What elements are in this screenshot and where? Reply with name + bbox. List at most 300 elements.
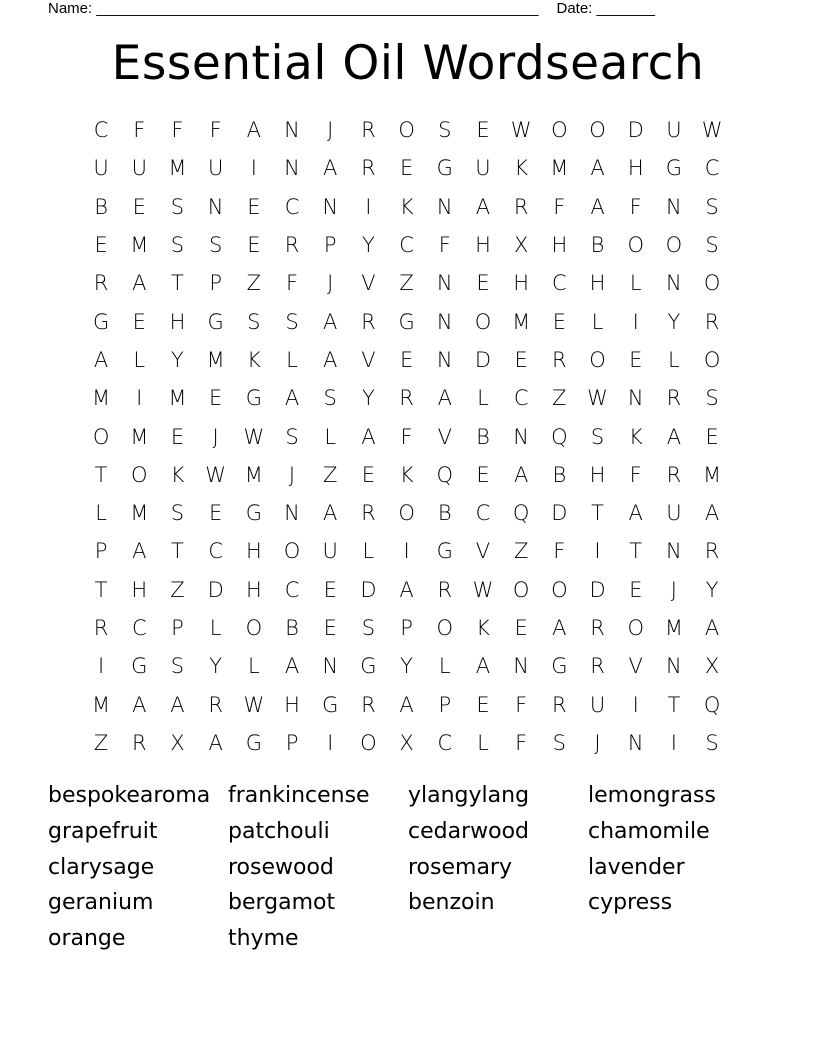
- grid-letter: O: [131, 462, 148, 487]
- grid-letter: L: [286, 347, 298, 372]
- grid-letter: H: [589, 271, 606, 296]
- grid-letter: M: [664, 616, 683, 640]
- grid-letter: L: [133, 347, 146, 372]
- grid-letter: O: [436, 616, 454, 640]
- grid-letter: E: [361, 462, 376, 487]
- grid-letter: G: [360, 654, 377, 679]
- grid-letter: D: [360, 577, 377, 602]
- grid-letter: J: [288, 462, 296, 487]
- grid-letter: E: [514, 616, 528, 640]
- grid-letter: W: [701, 118, 723, 143]
- grid-letter: F: [133, 118, 146, 143]
- grid-letter: F: [629, 462, 642, 487]
- grid-letter: D: [474, 347, 492, 372]
- grid-letter: L: [438, 654, 451, 679]
- grid-letter: A: [284, 654, 300, 679]
- grid-letter: R: [437, 577, 453, 602]
- grid-letter: P: [285, 730, 299, 755]
- grid-letter: A: [361, 424, 376, 449]
- grid-letter: Y: [705, 577, 719, 602]
- grid-letter: M: [92, 386, 111, 411]
- grid-letter: R: [361, 501, 376, 526]
- grid-letter: N: [322, 194, 339, 219]
- grid-letter: R: [93, 616, 109, 640]
- grid-letter: M: [703, 462, 722, 487]
- grid-letter: C: [208, 539, 223, 564]
- grid-letter: F: [438, 233, 451, 258]
- grid-letter: U: [666, 501, 682, 526]
- grid-letter: F: [629, 194, 642, 219]
- grid-letter: A: [323, 156, 338, 181]
- grid-letter: W: [587, 386, 608, 411]
- grid-letter: Z: [323, 462, 338, 487]
- grid-letter: S: [285, 309, 299, 334]
- letter-grid: [82, 111, 732, 762]
- grid-letter: Z: [552, 386, 567, 411]
- grid-letter: M: [512, 309, 531, 334]
- header-fields: [48, 0, 748, 20]
- grid-letter: A: [132, 539, 147, 564]
- grid-letter: G: [665, 156, 683, 181]
- grid-letter: F: [515, 692, 528, 717]
- grid-letter: Y: [400, 654, 413, 679]
- word-list-item: grapefruit: [48, 818, 158, 844]
- grid-letter: N: [666, 539, 682, 564]
- grid-letter: S: [590, 424, 605, 449]
- grid-letter: V: [475, 539, 491, 564]
- grid-letter: A: [704, 616, 720, 640]
- grid-letter: R: [284, 233, 300, 258]
- grid-letter: N: [436, 347, 453, 372]
- grid-letter: A: [246, 118, 262, 143]
- grid-letter: V: [361, 347, 376, 372]
- grid-letter: N: [436, 194, 453, 219]
- grid-letter: S: [323, 386, 337, 411]
- grid-letter: S: [552, 730, 567, 755]
- grid-letter: S: [170, 194, 185, 219]
- word-list-item: clarysage: [48, 854, 155, 880]
- grid-letter: E: [476, 462, 490, 487]
- grid-letter: Z: [170, 577, 185, 602]
- name-label: Name:: [48, 0, 93, 17]
- grid-letter: E: [552, 309, 566, 334]
- grid-letter: R: [590, 654, 605, 679]
- word-list-item: rosewood: [228, 854, 334, 880]
- word-list-item: chamomile: [588, 818, 710, 844]
- grid-letter: K: [399, 462, 414, 487]
- word-list-item: cedarwood: [408, 818, 529, 844]
- grid-letter: G: [322, 692, 339, 717]
- grid-letter: F: [285, 271, 299, 296]
- grid-letter: G: [131, 654, 148, 679]
- grid-letter: U: [93, 156, 109, 181]
- grid-letter: N: [666, 194, 682, 219]
- grid-letter: H: [589, 462, 606, 487]
- grid-letter: R: [704, 309, 720, 334]
- date-field-blank: _______: [592, 0, 655, 17]
- grid-letter: U: [666, 118, 682, 143]
- grid-letter: E: [323, 577, 337, 602]
- word-list-item: lavender: [588, 854, 685, 880]
- grid-letter: S: [285, 424, 299, 449]
- grid-letter: O: [703, 347, 721, 372]
- grid-letter: D: [627, 118, 644, 143]
- grid-letter: T: [94, 577, 108, 602]
- grid-letter: R: [208, 692, 223, 717]
- grid-letter: Y: [361, 386, 375, 411]
- grid-letter: S: [361, 616, 376, 640]
- grid-letter: E: [170, 424, 185, 449]
- grid-letter: E: [247, 194, 261, 219]
- page-title: Essential Oil Wordsearch: [111, 36, 705, 91]
- grid-letter: L: [209, 616, 222, 640]
- grid-letter: O: [92, 424, 110, 449]
- grid-letter: V: [628, 654, 643, 679]
- grid-letter: B: [552, 462, 567, 487]
- word-list-item: orange: [48, 926, 126, 952]
- grid-letter: L: [362, 539, 375, 564]
- word-list-item: patchouli: [228, 818, 330, 844]
- grid-letter: R: [666, 386, 682, 411]
- grid-letter: B: [590, 233, 605, 258]
- grid-letter: Y: [209, 654, 223, 679]
- grid-letter: N: [666, 271, 682, 296]
- grid-letter: Q: [703, 692, 721, 717]
- grid-letter: C: [284, 194, 300, 219]
- grid-letter: O: [283, 539, 301, 564]
- grid-letter: A: [399, 577, 414, 602]
- grid-letter: M: [550, 156, 569, 181]
- word-list-item: bergamot: [228, 890, 336, 916]
- grid-letter: A: [590, 194, 605, 219]
- grid-letter: V: [437, 424, 452, 449]
- grid-letter: O: [703, 271, 721, 296]
- grid-letter: X: [513, 233, 529, 258]
- grid-letter: O: [551, 118, 568, 143]
- grid-letter: N: [627, 730, 644, 755]
- grid-letter: F: [171, 118, 184, 143]
- word-list-item: benzoin: [408, 890, 495, 916]
- grid-letter: P: [209, 271, 222, 296]
- grid-letter: S: [705, 194, 719, 219]
- grid-letter: K: [246, 347, 261, 372]
- grid-letter: A: [93, 347, 109, 372]
- grid-letter: A: [704, 501, 720, 526]
- grid-letter: K: [399, 194, 414, 219]
- grid-letter: H: [513, 271, 530, 296]
- grid-letter: R: [704, 539, 720, 564]
- grid-letter: T: [94, 462, 108, 487]
- grid-letter: E: [514, 347, 528, 372]
- grid-letter: O: [474, 309, 492, 334]
- grid-letter: A: [628, 501, 643, 526]
- grid-letter: E: [247, 233, 261, 258]
- grid-letter: A: [666, 424, 682, 449]
- grid-letter: B: [476, 424, 490, 449]
- grid-letter: H: [169, 309, 186, 334]
- grid-letter: G: [245, 730, 262, 755]
- grid-letter: S: [170, 501, 185, 526]
- grid-letter: G: [92, 309, 110, 334]
- grid-letter: N: [284, 501, 300, 526]
- grid-letter: N: [513, 424, 530, 449]
- grid-letter: F: [209, 118, 222, 143]
- grid-letter: P: [171, 616, 184, 640]
- grid-letter: W: [205, 462, 227, 487]
- grid-letter: G: [436, 539, 453, 564]
- grid-letter: E: [399, 347, 414, 372]
- grid-letter: R: [399, 386, 414, 411]
- grid-letter: N: [513, 654, 530, 679]
- grid-letter: C: [552, 271, 567, 296]
- grid-letter: C: [93, 118, 109, 143]
- grid-letter: L: [477, 386, 489, 411]
- grid-letter: Y: [361, 233, 375, 258]
- word-list-item: ylangylang: [408, 783, 530, 808]
- grid-letter: A: [513, 462, 529, 487]
- grid-letter: A: [284, 386, 300, 411]
- grid-letter: A: [132, 692, 147, 717]
- grid-letter: R: [361, 118, 376, 143]
- grid-letter: H: [551, 233, 568, 258]
- grid-letter: E: [629, 347, 643, 372]
- grid-letter: M: [206, 347, 225, 372]
- grid-letter: V: [361, 271, 376, 296]
- grid-letter: N: [436, 309, 453, 334]
- grid-letter: S: [170, 233, 185, 258]
- grid-letter: N: [627, 386, 644, 411]
- grid-letter: S: [705, 730, 719, 755]
- grid-letter: I: [97, 654, 105, 679]
- grid-letter: Z: [513, 539, 529, 564]
- grid-letter: I: [327, 730, 334, 755]
- grid-letter: R: [361, 692, 376, 717]
- grid-letter: R: [666, 462, 682, 487]
- grid-letter: J: [670, 577, 677, 602]
- grid-letter: M: [168, 156, 187, 181]
- grid-letter: O: [360, 730, 377, 755]
- grid-letter: O: [665, 233, 683, 258]
- grid-letter: E: [209, 386, 223, 411]
- grid-letter: Z: [93, 730, 109, 755]
- grid-letter: O: [589, 118, 606, 143]
- name-field-blank: _____________________________________________________: [92, 0, 539, 17]
- grid-letter: U: [131, 156, 147, 181]
- grid-letter: A: [323, 309, 338, 334]
- grid-letter: F: [553, 539, 566, 564]
- grid-letter: C: [513, 386, 529, 411]
- grid-letter: O: [551, 577, 568, 602]
- grid-letter: O: [589, 347, 606, 372]
- grid-letter: E: [705, 424, 719, 449]
- grid-letter: P: [438, 692, 452, 717]
- grid-letter: L: [668, 347, 680, 372]
- grid-letter: B: [94, 194, 108, 219]
- grid-letter: Q: [551, 424, 568, 449]
- grid-letter: L: [95, 501, 107, 526]
- grid-letter: Z: [246, 271, 262, 296]
- grid-letter: R: [131, 730, 147, 755]
- grid-letter: G: [436, 156, 453, 181]
- grid-letter: R: [361, 156, 376, 181]
- grid-letter: S: [170, 654, 185, 679]
- grid-letter: S: [705, 233, 719, 258]
- grid-letter: U: [589, 692, 606, 717]
- grid-letter: C: [399, 233, 414, 258]
- grid-letter: S: [247, 309, 261, 334]
- grid-letter: R: [361, 309, 376, 334]
- grid-letter: K: [476, 616, 490, 640]
- grid-letter: O: [512, 577, 530, 602]
- grid-letter: E: [94, 233, 108, 258]
- grid-letter: Q: [512, 501, 530, 526]
- grid-letter: A: [323, 501, 338, 526]
- grid-letter: R: [590, 616, 605, 640]
- grid-letter: O: [627, 233, 644, 258]
- grid-letter: A: [437, 386, 452, 411]
- grid-letter: A: [399, 692, 414, 717]
- grid-letter: I: [250, 156, 257, 181]
- grid-letter: O: [398, 501, 415, 526]
- grid-letter: I: [403, 539, 410, 564]
- word-list-item: thyme: [228, 926, 299, 952]
- grid-letter: C: [284, 577, 300, 602]
- grid-letter: W: [243, 424, 265, 449]
- grid-letter: S: [208, 233, 223, 258]
- grid-letter: U: [322, 539, 338, 564]
- grid-letter: C: [704, 156, 720, 181]
- grid-letter: B: [285, 616, 299, 640]
- grid-letter: J: [594, 730, 601, 755]
- grid-letter: G: [398, 309, 415, 334]
- grid-letter: H: [475, 233, 491, 258]
- grid-letter: Y: [667, 309, 681, 334]
- grid-letter: H: [245, 539, 262, 564]
- grid-letter: G: [245, 386, 262, 411]
- grid-letter: F: [515, 730, 528, 755]
- grid-letter: M: [168, 386, 187, 411]
- grid-letter: E: [476, 118, 490, 143]
- grid-letter: A: [475, 194, 491, 219]
- grid-letter: P: [94, 539, 108, 564]
- grid-letter: I: [632, 692, 639, 717]
- grid-letter: E: [476, 271, 490, 296]
- grid-letter: M: [92, 692, 111, 717]
- grid-letter: J: [212, 424, 219, 449]
- grid-letter: N: [436, 271, 453, 296]
- grid-letter: W: [472, 577, 494, 602]
- grid-letter: A: [590, 156, 605, 181]
- grid-letter: R: [93, 271, 109, 296]
- grid-letter: Y: [171, 347, 184, 372]
- word-list-item: rosemary: [408, 854, 512, 880]
- grid-letter: I: [136, 386, 143, 411]
- grid-letter: A: [475, 654, 491, 679]
- grid-letter: T: [591, 501, 604, 526]
- grid-letter: E: [132, 194, 146, 219]
- grid-letter: W: [243, 692, 265, 717]
- grid-letter: X: [399, 730, 414, 755]
- grid-letter: M: [130, 424, 149, 449]
- grid-letter: L: [247, 654, 260, 679]
- grid-letter: C: [437, 730, 453, 755]
- grid-letter: L: [629, 271, 642, 296]
- grid-letter: O: [398, 118, 415, 143]
- word-list-item: lemongrass: [588, 783, 716, 808]
- word-list-item: frankincense: [228, 783, 370, 808]
- grid-letter: F: [553, 194, 566, 219]
- grid-letter: M: [130, 501, 149, 526]
- grid-letter: I: [365, 194, 372, 219]
- grid-letter: N: [207, 194, 224, 219]
- grid-letter: X: [170, 730, 185, 755]
- date-label: Date:: [556, 0, 593, 17]
- grid-letter: A: [323, 347, 338, 372]
- grid-letter: E: [629, 577, 643, 602]
- grid-letter: C: [131, 616, 147, 640]
- grid-letter: I: [670, 730, 677, 755]
- word-list-item: cypress: [588, 890, 673, 916]
- grid-letter: T: [171, 539, 184, 564]
- grid-letter: B: [437, 501, 452, 526]
- grid-letter: F: [400, 424, 413, 449]
- grid-letter: D: [589, 577, 606, 602]
- word-list-item: geranium: [48, 890, 154, 916]
- grid-letter: T: [667, 692, 681, 717]
- grid-letter: N: [322, 654, 339, 679]
- grid-letter: N: [666, 654, 682, 679]
- grid-letter: M: [130, 233, 149, 258]
- grid-letter: K: [514, 156, 529, 181]
- grid-letter: X: [704, 654, 720, 679]
- grid-letter: A: [208, 730, 223, 755]
- grid-letter: L: [477, 730, 489, 755]
- grid-letter: N: [284, 118, 300, 143]
- grid-letter: H: [131, 577, 148, 602]
- grid-letter: Z: [399, 271, 414, 296]
- grid-letter: J: [327, 118, 334, 143]
- grid-letter: G: [207, 309, 224, 334]
- grid-letter: E: [323, 616, 337, 640]
- grid-letter: O: [627, 616, 644, 640]
- grid-letter: H: [627, 156, 644, 181]
- grid-letter: R: [552, 347, 567, 372]
- grid-letter: K: [170, 462, 185, 487]
- grid-letter: L: [324, 424, 337, 449]
- grid-letter: M: [244, 462, 263, 487]
- grid-letter: A: [552, 616, 567, 640]
- grid-letter: C: [475, 501, 491, 526]
- grid-letter: S: [438, 118, 452, 143]
- grid-letter: E: [399, 156, 414, 181]
- grid-letter: E: [476, 692, 490, 717]
- grid-letter: W: [510, 118, 532, 143]
- grid-letter: N: [284, 156, 300, 181]
- grid-letter: A: [170, 692, 185, 717]
- grid-letter: E: [209, 501, 223, 526]
- grid-letter: K: [628, 424, 643, 449]
- grid-letter: J: [327, 271, 334, 296]
- grid-letter: H: [284, 692, 300, 717]
- word-list: [48, 778, 768, 957]
- grid-letter: L: [591, 309, 604, 334]
- grid-letter: S: [705, 386, 719, 411]
- grid-letter: U: [207, 156, 224, 181]
- grid-letter: I: [632, 309, 639, 334]
- grid-letter: R: [552, 692, 567, 717]
- grid-letter: Q: [436, 462, 454, 487]
- grid-letter: D: [551, 501, 568, 526]
